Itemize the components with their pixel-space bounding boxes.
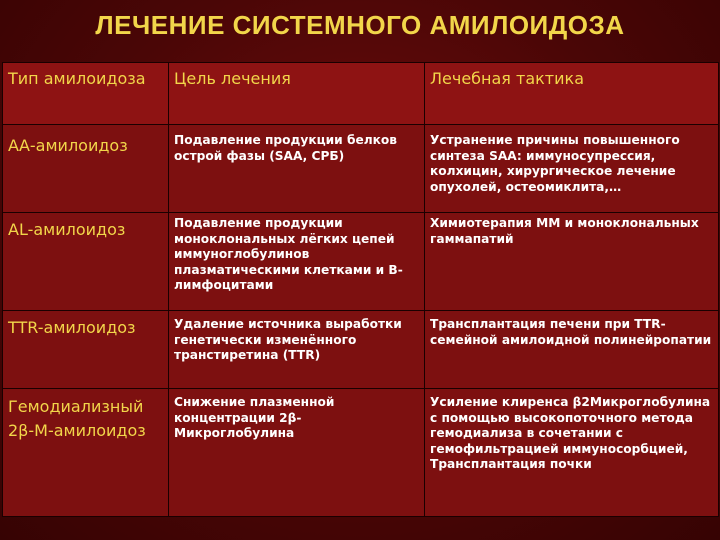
- row-type: AL-амилоидоз: [3, 213, 169, 311]
- row-type: TTR-амилоидоз: [3, 311, 169, 389]
- treatment-table: [2, 62, 719, 517]
- table-row: [3, 213, 719, 311]
- row-tactic: Химиотерапия ММ и моноклональных гаммапатий: [425, 213, 719, 311]
- table-row: [3, 125, 719, 213]
- header-type: Тип амилоидоза: [3, 63, 169, 125]
- row-tactic: Трансплантация печени при TTR-семейной амилоидной полинейропатии: [425, 311, 719, 389]
- row-type: Гемодиализный 2β-М-амилоидоз: [3, 389, 169, 517]
- row-tactic: Устранение причины повышенного синтеза SAA: иммуносупрессия, колхицин, хирургическое лечение опухолей, остеомиклита,…: [425, 125, 719, 213]
- row-goal: Снижение плазменной концентрации 2β-Микроглобулина: [169, 389, 425, 517]
- header-tactic: Лечебная тактика: [425, 63, 719, 125]
- row-goal: Удаление источника выработки генетически изменённого транстиретина (TTR): [169, 311, 425, 389]
- row-goal: Подавление продукции моноклональных лёгких цепей иммуноглобулинов плазматическими клетками и В-лимфоцитами: [169, 213, 425, 311]
- slide-title: ЛЕЧЕНИЕ СИСТЕМНОГО АМИЛОИДОЗА: [95, 10, 625, 40]
- row-goal: Подавление продукции белков острой фазы (SAA, СРБ): [169, 125, 425, 213]
- table-row: [3, 311, 719, 389]
- row-type: АА-амилоидоз: [3, 125, 169, 213]
- row-tactic: Усиление клиренса β2Микроглобулина с помощью высокопоточного метода гемодиализа в сочетании с гемофильтрацией иммуносорбцией, Трансплантация почки: [425, 389, 719, 517]
- header-goal: Цель лечения: [169, 63, 425, 125]
- table-header-row: [3, 63, 719, 125]
- table-row: [3, 389, 719, 517]
